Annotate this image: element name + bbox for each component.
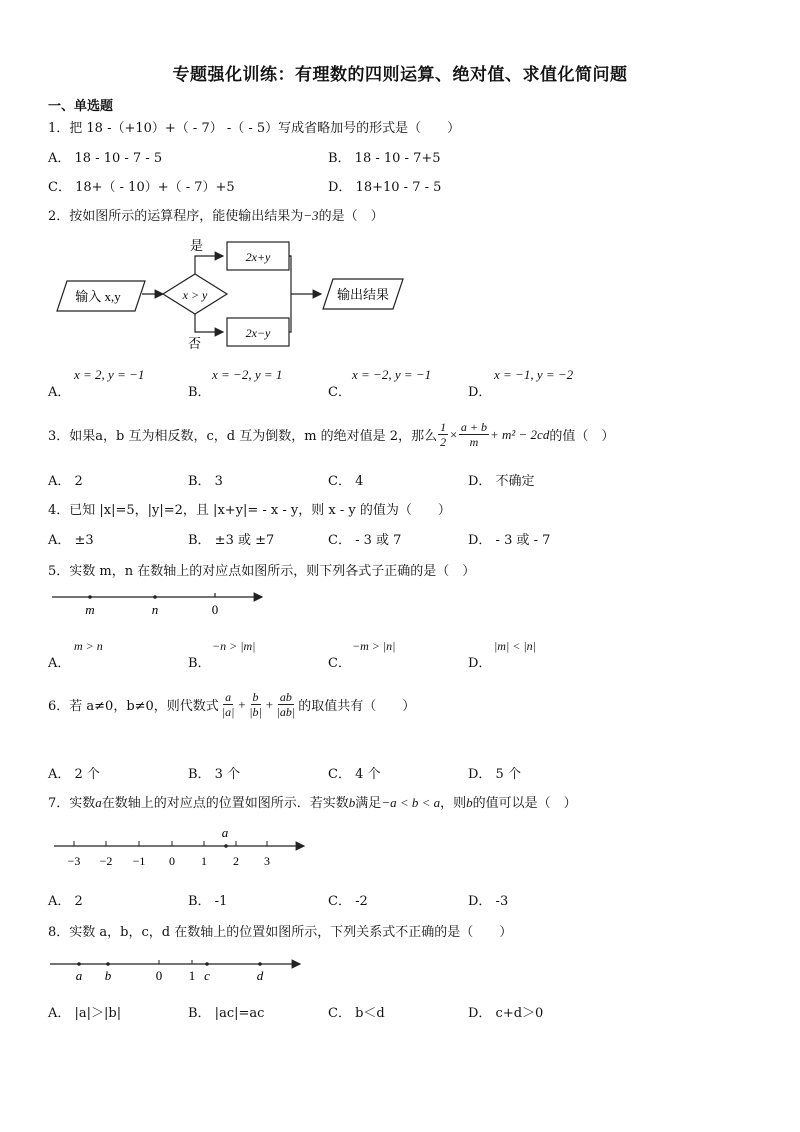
output-label: 输出结果	[336, 287, 390, 302]
q5-point-n	[153, 595, 157, 599]
q7-stem-mid2: 满足	[355, 796, 382, 811]
q8-option-d[interactable]: D． c+d＞0	[468, 1006, 544, 1021]
input-label: 输入 x,y	[75, 289, 121, 304]
question-7-stem	[48, 792, 577, 811]
q7-point-a	[224, 844, 228, 848]
q7-stem-pre: 7．实数	[48, 796, 96, 811]
yes-label: 是	[190, 238, 204, 253]
q5-option-c[interactable]: −m > |n|	[352, 639, 396, 653]
q7-tick-label-neg1: −1	[132, 854, 146, 868]
q5-number-line	[50, 588, 270, 618]
q7-var-a: a	[95, 795, 102, 810]
q2-option-c-label[interactable]: C．	[328, 385, 351, 400]
q6-plus-1: +	[237, 696, 247, 712]
q2-option-b[interactable]: x = −2, y = 1	[212, 367, 283, 382]
q2-stem-post: 的是（ ）	[318, 209, 384, 224]
q5-label-n: n	[151, 602, 159, 617]
q5-label-m: m	[85, 602, 95, 617]
q8-point-a	[77, 962, 81, 966]
q7-option-a[interactable]: A． 2	[48, 894, 83, 909]
q2-option-a[interactable]: x = 2, y = −1	[74, 367, 145, 382]
q4-option-c[interactable]: C． - 3 或 7	[328, 533, 402, 548]
q4-option-d[interactable]: D． - 3 或 - 7	[468, 533, 551, 548]
q2-option-c[interactable]: x = −2, y = −1	[352, 367, 432, 382]
no-label: 否	[188, 336, 202, 351]
q1-option-a[interactable]: A． 18 - 10 - 7 - 5	[48, 151, 163, 166]
q3-stem-pre: 3．如果a，b 互为相反数，c，d 互为倒数，m 的绝对值是 2，那么	[48, 429, 438, 444]
q2-stem-value: −3	[303, 208, 319, 223]
q7-option-d[interactable]: D． -3	[468, 894, 509, 909]
q7-stem-mid: 在数轴上的对应点的位置如图所示．若实数	[101, 796, 349, 811]
question-1-stem: 1．把 18 -（+10）+（ - 7） -（ - 5）写成省略加号的形式是（ ）	[48, 121, 461, 136]
q5-point-m	[88, 595, 92, 599]
question-4-stem: 4．已知 |x|=5，|y|=2，且 |x+y|= - x - y，则 x - y 的值为（ ）	[48, 503, 451, 518]
q3-half-fraction: $\frac{1}{2}$	[440, 420, 447, 449]
q3-expression-rest: + m² − 2cd	[489, 426, 550, 442]
q4-option-a[interactable]: A． ±3	[48, 533, 94, 548]
q2-option-a-label[interactable]: A．	[48, 385, 71, 400]
q5-option-a-label[interactable]: A．	[48, 656, 71, 671]
q7-var-b: b	[348, 795, 356, 810]
q7-tick-label-neg3: −3	[67, 854, 81, 868]
q7-tick-label-neg2: −2	[99, 854, 113, 868]
q6-option-c[interactable]: C． 4 个	[328, 767, 381, 782]
section-heading: 一、单选题	[48, 99, 114, 114]
q8-option-a[interactable]: A． |a|＞|b|	[48, 1006, 122, 1021]
bottom-process-label: 2x−y	[245, 326, 271, 340]
q1-option-b[interactable]: B． 18 - 10 - 7+5	[328, 151, 441, 166]
q8-point-d	[258, 962, 262, 966]
q3-sum-fraction: $\frac{a + b}{m}$	[460, 420, 487, 449]
q7-stem-mid3: ，则	[440, 796, 467, 811]
question-8-stem: 8．实数 a，b，c，d 在数轴上的位置如图所示，下列关系式不正确的是（ ）	[48, 925, 513, 940]
q8-point-b	[106, 962, 110, 966]
q7-tick-label-3: 3	[264, 854, 270, 868]
q6-fraction-a: $\frac{a}{|a|}$	[221, 690, 235, 719]
q6-option-b[interactable]: B． 3 个	[188, 767, 241, 782]
flowchart-diagram	[55, 236, 405, 351]
q8-label-d: d	[256, 968, 264, 983]
q7-stem-post: 的值可以是（ ）	[472, 796, 577, 811]
q7-inequality: −a < b < a	[381, 795, 441, 810]
q3-option-d[interactable]: D． 不确定	[468, 474, 535, 489]
q7-tick-label-1: 1	[201, 854, 207, 868]
question-5-stem: 5．实数 m，n 在数轴上的对应点如图所示，则下列各式子正确的是（ ）	[48, 564, 476, 579]
q8-label-1: 1	[188, 968, 196, 983]
q6-option-a[interactable]: A． 2 个	[48, 767, 100, 782]
q5-option-d[interactable]: |m| < |n|	[494, 639, 536, 653]
q8-label-a: a	[75, 968, 83, 983]
q8-option-b[interactable]: B． |ac|=ac	[188, 1006, 265, 1021]
q7-tick-label-0: 0	[169, 854, 175, 868]
q2-option-d[interactable]: x = −1, y = −2	[494, 367, 574, 382]
q5-option-a[interactable]: m > n	[74, 639, 103, 653]
q1-option-d[interactable]: D． 18+10 - 7 - 5	[328, 180, 442, 195]
q8-label-c: c	[204, 968, 210, 983]
q5-option-b[interactable]: −n > |m|	[212, 639, 256, 653]
q3-option-b[interactable]: B． 3	[188, 474, 223, 489]
question-2-stem	[48, 205, 384, 224]
q4-option-b[interactable]: B． ±3 或 ±7	[188, 533, 275, 548]
page-title: 专题强化训练：有理数的四则运算、绝对值、求值化简问题	[172, 65, 628, 85]
q6-option-d[interactable]: D． 5 个	[468, 767, 521, 782]
q3-option-c[interactable]: C． 4	[328, 474, 364, 489]
q6-stem-pre: 6．若 a≠0，b≠0，则代数式	[48, 699, 219, 714]
q3-option-a[interactable]: A． 2	[48, 474, 83, 489]
q6-stem-post: 的取值共有（ ）	[298, 699, 416, 714]
q6-plus-2: +	[264, 696, 274, 712]
q1-option-c[interactable]: C． 18+（ - 10）+（ - 7）+5	[48, 180, 235, 195]
q8-number-line	[48, 955, 308, 987]
question-6-stem	[48, 690, 415, 719]
q2-option-d-label[interactable]: D．	[468, 385, 492, 400]
q8-option-c[interactable]: C． b＜d	[328, 1006, 385, 1021]
q7-option-b[interactable]: B． -1	[188, 894, 228, 909]
q3-times: ×	[449, 426, 458, 442]
q5-option-b-label[interactable]: B．	[188, 656, 211, 671]
q8-label-0: 0	[155, 968, 163, 983]
q7-label-a: a	[221, 825, 229, 840]
q5-label-zero: 0	[211, 602, 219, 617]
q7-tick-label-2: 2	[233, 854, 239, 868]
condition-label: x > y	[182, 288, 208, 302]
q7-var-b-2: b	[466, 795, 473, 810]
q7-option-c[interactable]: C． -2	[328, 894, 368, 909]
q8-label-b: b	[104, 968, 112, 983]
top-process-label: 2x+y	[245, 250, 271, 264]
q3-stem-post: 的值（ ）	[549, 429, 615, 444]
q5-option-d-label[interactable]: D．	[468, 656, 492, 671]
q6-fraction-b: $\frac{b}{|b|}$	[249, 690, 262, 719]
question-3-stem	[48, 420, 614, 449]
q6-fraction-ab: $\frac{ab}{|ab|}$	[276, 690, 296, 719]
q2-option-b-label[interactable]: B．	[188, 385, 211, 400]
q7-number-line	[52, 824, 312, 874]
q8-point-c	[205, 962, 209, 966]
q2-stem-pre: 2．按如图所示的运算程序，能使输出结果为	[48, 209, 304, 224]
q5-option-c-label[interactable]: C．	[328, 656, 351, 671]
